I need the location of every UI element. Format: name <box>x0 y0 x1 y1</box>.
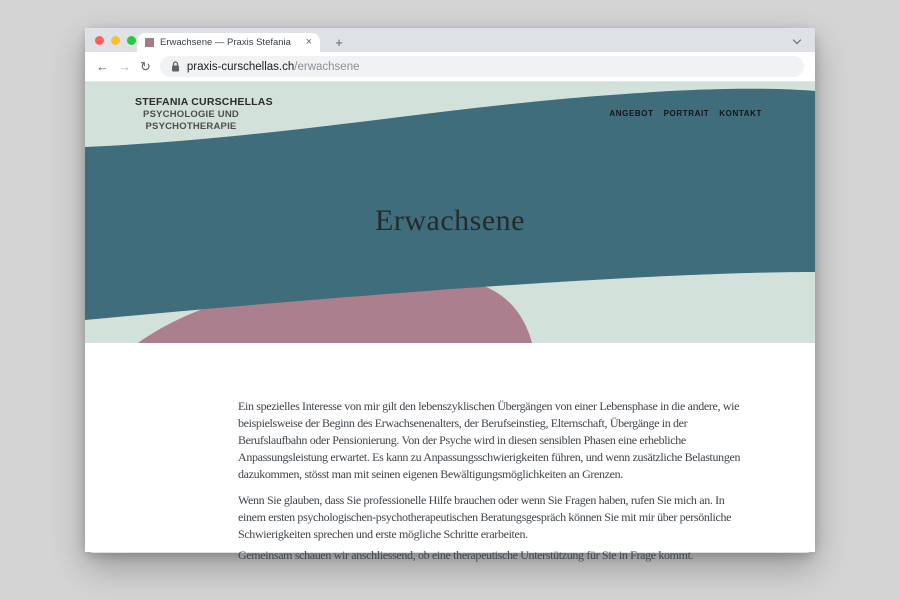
browser-toolbar <box>85 52 815 82</box>
logo-name: STEFANIA CURSCHELLAS <box>135 96 273 108</box>
logo-subtitle-1: PSYCHOLOGIE UND <box>143 109 239 121</box>
site-nav <box>609 109 762 118</box>
tab-strip <box>85 28 815 52</box>
forward-icon[interactable]: → <box>118 59 131 74</box>
reload-icon[interactable]: ↻ <box>140 59 151 74</box>
new-tab-button[interactable]: + <box>335 34 343 50</box>
nav-item-kontakt[interactable]: KONTAKT <box>719 109 762 118</box>
nav-item-portrait[interactable]: PORTRAIT <box>663 109 710 118</box>
minimize-window-button[interactable] <box>111 36 120 45</box>
lock-icon <box>171 61 180 72</box>
browser-tab[interactable] <box>137 33 320 52</box>
traffic-lights <box>95 36 136 45</box>
tab-title: Erwachsene — Praxis Stefania <box>160 37 291 48</box>
main-content <box>85 343 815 543</box>
nav-item-angebot[interactable]: ANGEBOT <box>609 109 654 118</box>
paragraph: Ein spezielles Interesse von mir gilt den lebenszyklischen Übergängen von einer Lebensphase in die andere, wie beispielsweise der Beginn des Erwachsenenalters, der Berufseinstieg, Elternschaft, Übergänge in der Berufslaufbahn oder Pensionierung. Von der Psyche wird in diesen sensiblen Phasen eine erhebliche Anpassungsleistung erwartet. Es kann zu Anpassungsschwierigkeiten führen, und wenn zusätzliche Belastungen dazukommen, stösst man mit seinen eigenen Bewältigungsmöglichkeiten an Grenzen. <box>238 399 741 481</box>
browser-window <box>85 28 815 562</box>
site-logo[interactable] <box>135 96 273 133</box>
url-text <box>187 61 360 73</box>
back-icon[interactable]: ← <box>96 59 109 74</box>
hero-section <box>85 82 815 343</box>
site-favicon <box>145 38 154 47</box>
close-window-button[interactable] <box>95 36 104 45</box>
chevron-down-icon[interactable] <box>794 37 801 44</box>
clipped-paragraph-line: Gemeinsam schauen wir anschliessend, ob eine therapeutische Unterstützung für Sie in Frage kommt. <box>238 548 694 562</box>
url-domain: praxis-curschellas.ch <box>186 60 295 73</box>
address-bar[interactable] <box>160 56 804 77</box>
zoom-window-button[interactable] <box>127 36 136 45</box>
tab-close-icon[interactable]: × <box>305 36 312 48</box>
logo-subtitle-2: PSYCHOTHERAPIE <box>145 121 237 132</box>
url-path: /erwachsene <box>294 60 360 73</box>
page-viewport <box>85 82 815 562</box>
paragraph: Wenn Sie glauben, dass Sie professionelle Hilfe brauchen oder wenn Sie Fragen haben, rufen Sie mich an. In einem ersten psychologischen-psychotherapeutischen Beratungsgespräch können Sie mit mir über persönliche Schwierigkeiten sprechen und erste mögliche Schritte erarbeiten. <box>238 493 732 541</box>
page-title: Erwachsene <box>375 204 525 237</box>
